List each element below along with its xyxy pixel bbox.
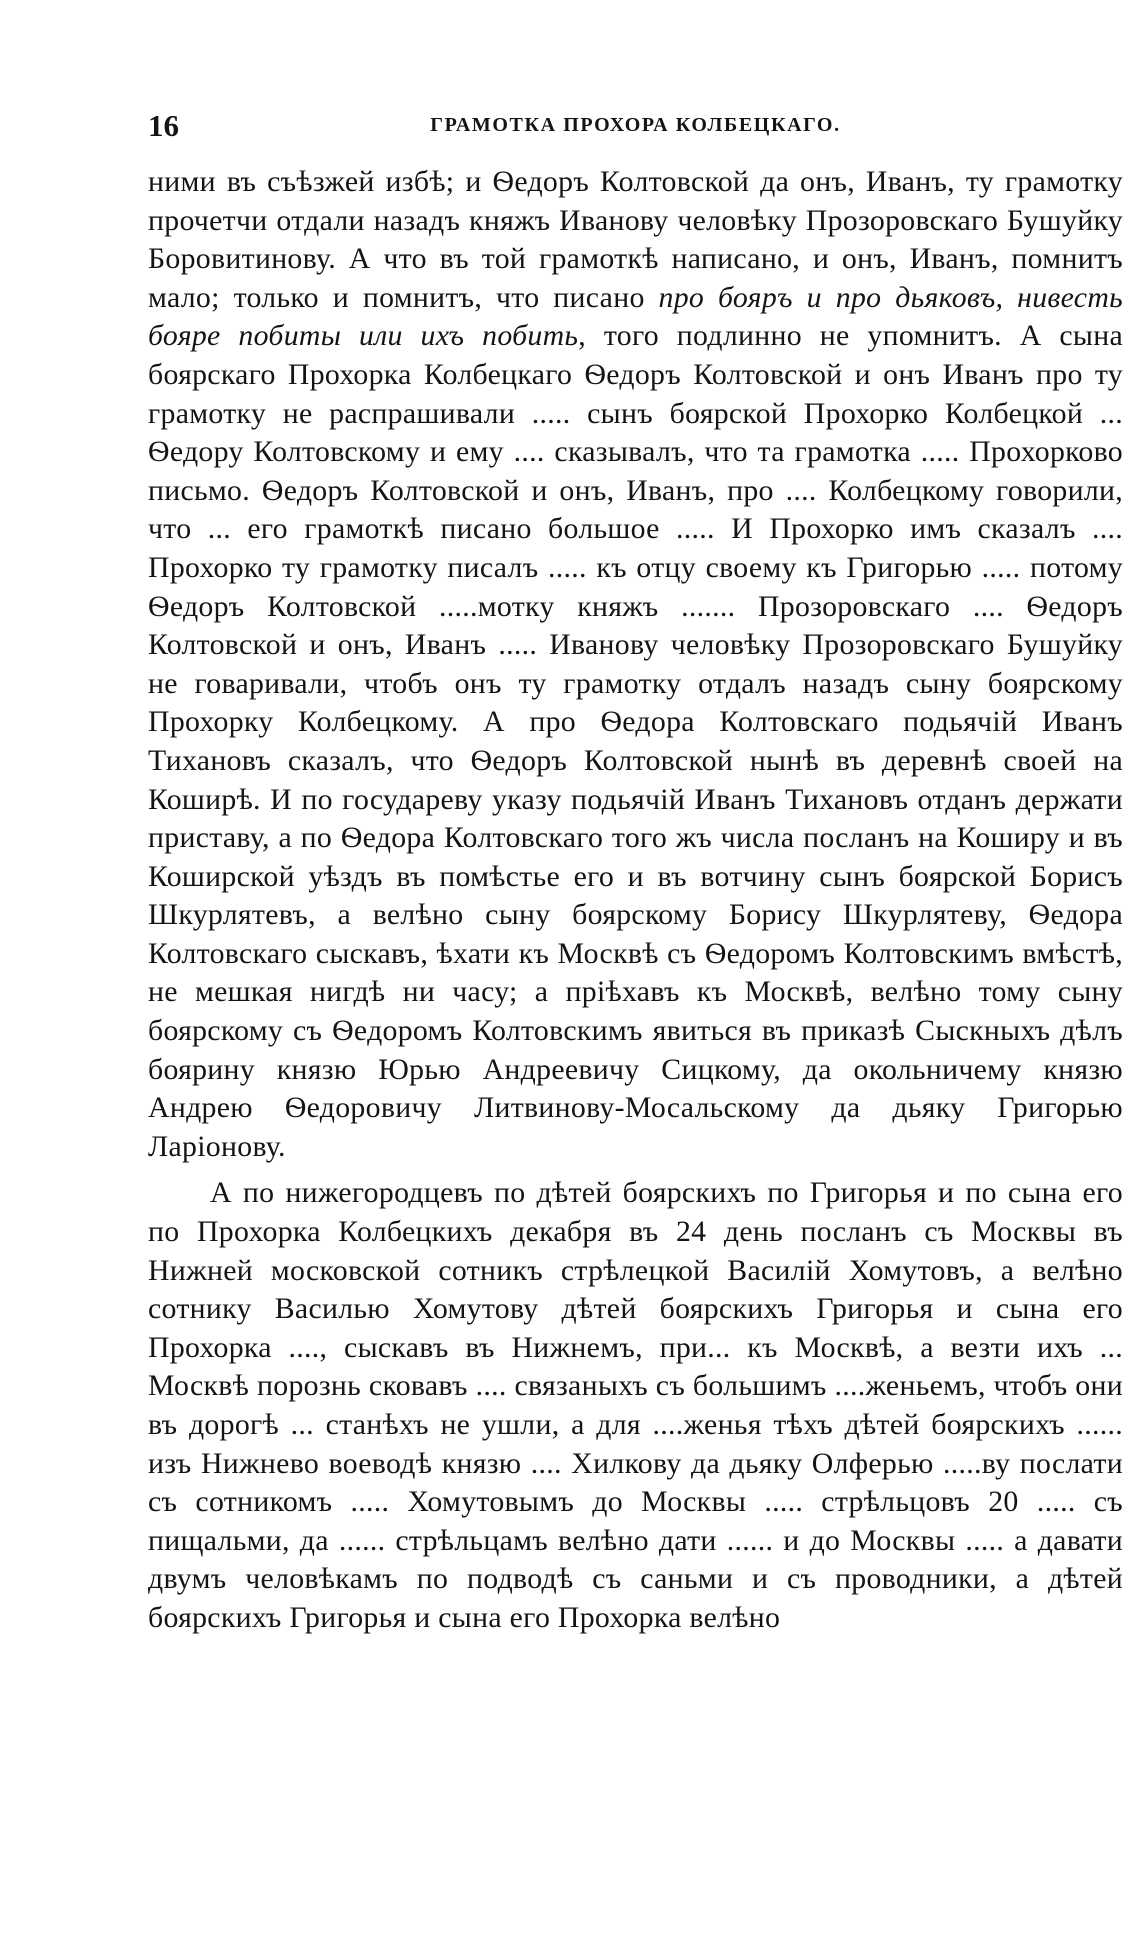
running-title: ГРАМОТКА ПРОХОРА КОЛБЕЦКАГО.: [430, 114, 841, 136]
paragraph: [148, 163, 1123, 1166]
page-number: 16: [148, 108, 179, 143]
paragraph-text: , того подлинно не упомнитъ. А сына боярскаго Прохорка Колбецкаго Ѳедоръ Колтовской и онъ Иванъ про ту грамотку не распрашивали ..... сынъ боярской Прохорко Колбецкой ... Ѳедору Колтовскому и ему .... сказывалъ, что та грамотка ..... Прохорково письмо. Ѳедоръ Колтовской и онъ, Иванъ, про .... Колбецкому говорили, что ... его грамоткѣ писано большое ..... И Прохорко имъ сказалъ .... Прохорко ту грамотку писалъ ..... къ отцу своему къ Григорью ..... потому Ѳедоръ Колтовской .....мотку княжъ ....... Прозоровскаго .... Ѳедоръ Колтовской и онъ, Иванъ ..... Иванову человѣку Прозоровскаго Бушуйку не говаривали, чтобъ онъ ту грамотку отдалъ назадъ сыну боярскому Прохорку Колбецкому. А про Ѳедора Колтовскаго подьячій Иванъ Тихановъ сказалъ, что Ѳедоръ Колтовской нынѣ въ деревнѣ своей на Коширѣ. И по государеву указу подьячій Иванъ Тихановъ отданъ держати приставу, а по Ѳедора Колтовскаго того жъ числа посланъ на Коширу и въ Коширской уѣздъ въ помѣстье его и въ вотчину сынъ боярской Борисъ Шкурлятевъ, а велѣно сыну боярскому Борису Шкурлятеву, Ѳедора Колтовскаго сыскавъ, ѣхати къ Москвѣ съ Ѳедоромъ Колтовскимъ вмѣстѣ, не мешкая нигдѣ ни часу; а пріѣхавъ къ Москвѣ, велѣно тому сыну боярскому съ Ѳедоромъ Колтовскимъ явиться въ приказѣ Сыскныхъ дѣлъ боярину князю Юрью Андреевичу Сицкому, да окольничему князю Андрею Ѳедоровичу Литвинову-Мосальскому да дьяку Григорью Ларіонову.: [148, 319, 1123, 1163]
paragraph: [148, 1174, 1123, 1637]
italic-quote: про бояръ и про дьяковъ, нивесть бояре побиты или ихъ побить: [148, 280, 1123, 353]
paragraph-text: А по нижегородцевъ по дѣтей боярскихъ по Григорья и по сына его по Прохорка Колбецкихъ декабря въ 24 день посланъ съ Москвы въ Нижней московской сотникъ стрѣлецкой Василій Хомутовъ, а велѣно сотнику Василью Хомутову дѣтей боярскихъ Григорья и сына его Прохорка ...., сыскавъ въ Нижнемъ, при... къ Москвѣ, а везти ихъ ... Москвѣ порознь сковавъ .... связаныхъ съ большимъ ....женьемъ, чтобъ они въ дорогѣ ... станѣхъ не ушли, а для ....женья тѣхъ дѣтей боярскихъ ...... изъ Нижнево воеводѣ князю .... Хилкову да дьяку Олферью .....ву послати съ сотникомъ ..... Хомутовымъ до Москвы ..... стрѣльцовъ 20 ..... съ пищальми, да ...... стрѣльцамъ велѣно дати ...... и до Москвы ..... а давати двумъ человѣкамъ по подводѣ съ саньми и съ проводники, а дѣтей боярскихъ Григорья и сына его Прохорка велѣно: [148, 1176, 1123, 1634]
paragraph-text: ними въ съѣзжей избѣ; и Ѳедоръ Колтовской да онъ, Иванъ, ту грамотку прочетчи отдали назадъ княжъ Иванову человѣку Прозоровскаго Бушуйку Боровитинову. А что въ той грамоткѣ написано, и онъ, Иванъ, помнитъ мало; только и помнитъ, что писано: [148, 165, 1123, 314]
page-header: [148, 108, 1123, 148]
body-text: [148, 163, 1123, 1638]
